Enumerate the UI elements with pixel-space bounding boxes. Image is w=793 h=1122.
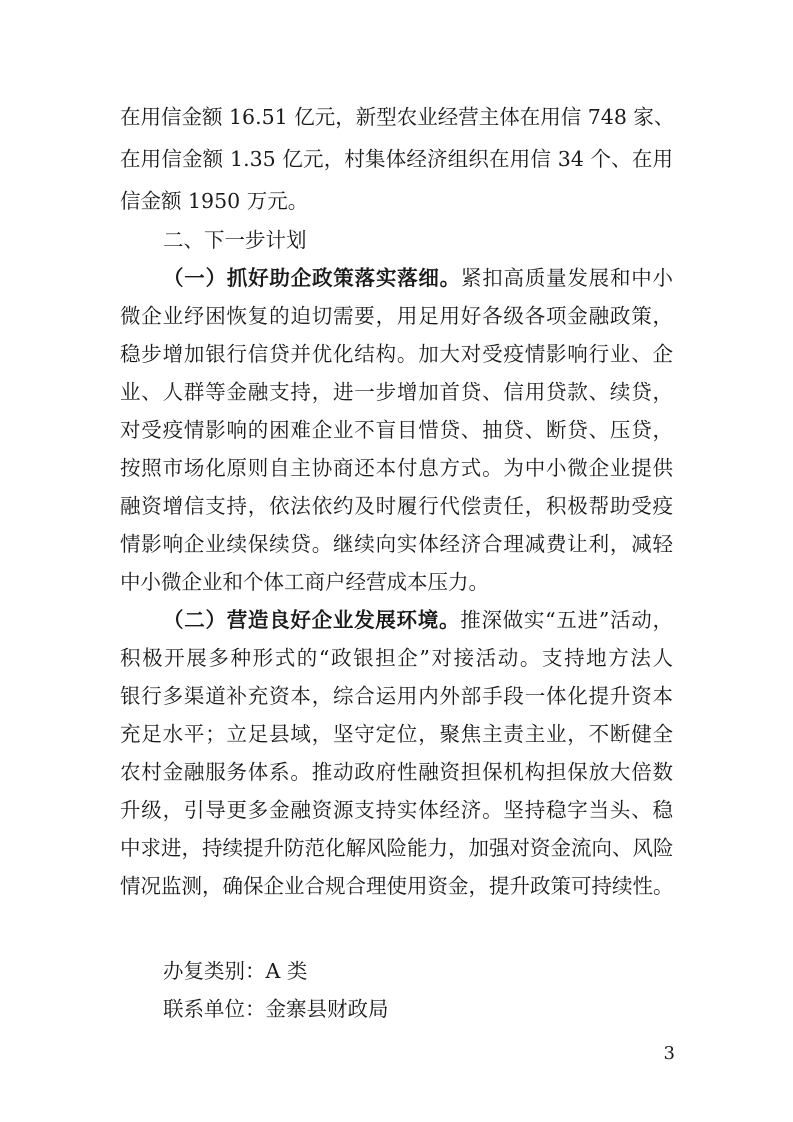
body-text-line: 积极开展多种形式的“政银担企”对接活动。支持地方法人 [120, 646, 673, 670]
body-text-line: 按照市场化原则自主协商还本付息方式。为中小微企业提供 [120, 456, 673, 480]
page-number: 3 [663, 1043, 675, 1064]
item2-title: （二）营造良好企业发展环境。 [163, 608, 461, 632]
reply-category: 办复类别：A 类 [163, 959, 308, 983]
body-text-line: 农村金融服务体系。推动政府性融资担保机构担保放大倍数 [120, 760, 673, 784]
body-text-line: 稳步增加银行信贷并优化结构。加大对受疫情影响行业、企 [120, 342, 673, 366]
body-text-line: 微企业纾困恢复的迫切需要，用足用好各级各项金融政策， [120, 304, 673, 328]
body-text-line: 中小微企业和个体工商户经营成本压力。 [120, 570, 489, 594]
body-text-line: 融资增信支持，依法依约及时履行代偿责任，积极帮助受疫 [120, 494, 673, 518]
body-text-line: 情影响企业续保续贷。继续向实体经济合理减费让利，减轻 [120, 532, 673, 556]
section-heading: 二、下一步计划 [163, 228, 307, 252]
item1-first-line [0, 260, 793, 296]
body-text-line: 信金额 1950 万元。 [120, 189, 309, 213]
body-text-line: 业、人群等金融支持，进一步增加首贷、信用贷款、续贷， [120, 380, 673, 404]
item1-first-line-text: 紧扣高质量发展和中小 [460, 266, 674, 290]
body-text-line: 在用信金额 16.51 亿元，新型农业经营主体在用信 748 家、 [120, 105, 675, 129]
item1-title: （一）抓好助企政策落实落细。 [163, 266, 461, 290]
body-text-line: 对受疫情影响的困难企业不盲目惜贷、抽贷、断贷、压贷， [120, 418, 673, 442]
body-text-line: 升级，引导更多金融资源支持实体经济。坚持稳字当头、稳 [120, 798, 673, 822]
body-text-line: 中求进，持续提升防范化解风险能力，加强对资金流向、风险 [120, 836, 674, 860]
contact-unit: 联系单位：金寨县财政局 [163, 997, 389, 1021]
body-text-line: 在用信金额 1.35 亿元，村集体经济组织在用信 34 个、在用 [120, 147, 673, 171]
item2-first-line [0, 602, 793, 638]
body-text-line: 银行多渠道补充资本，综合运用内外部手段一体化提升资本 [120, 684, 673, 708]
body-text-line: 充足水平；立足县域，坚守定位，聚焦主责主业，不断健全 [120, 722, 673, 746]
body-text-line: 情况监测，确保企业合规合理使用资金，提升政策可持续性。 [120, 874, 674, 898]
item2-first-line-text: 推深做实“五进”活动， [460, 608, 673, 632]
